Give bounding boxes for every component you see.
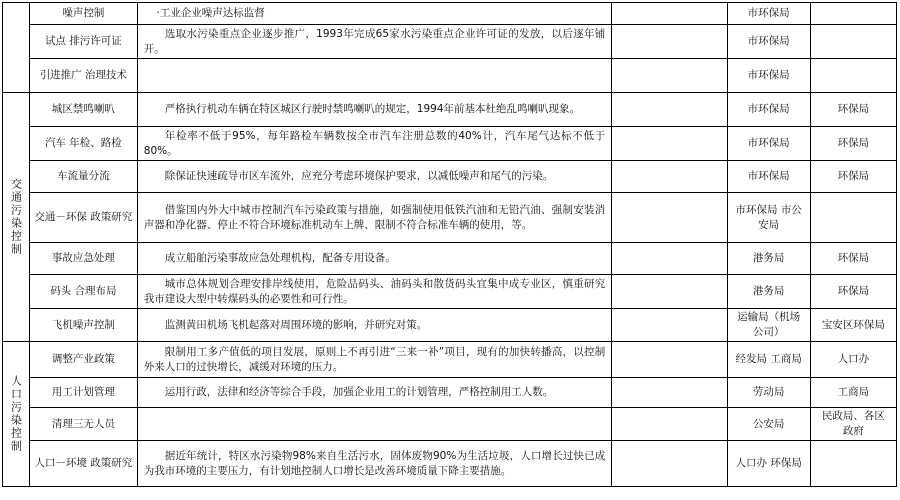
lead-dept-cell: 人口办 环保局 bbox=[727, 441, 810, 487]
table-row bbox=[3, 275, 897, 309]
spacer-cell bbox=[612, 161, 727, 193]
lead-dept-cell: 市环保局 市公安局 bbox=[727, 193, 810, 243]
lead-dept-cell: 市环保局 bbox=[727, 25, 810, 59]
item-cell: 人口－环境 政策研究 bbox=[29, 441, 137, 487]
item-cell: 事故应急处理 bbox=[29, 243, 137, 275]
item-cell: 用工计划管理 bbox=[29, 378, 137, 408]
description-cell: ·工业企业噪声达标监督 bbox=[137, 3, 611, 25]
table-row bbox=[3, 25, 897, 59]
assist-dept-cell: 环保局 bbox=[810, 243, 896, 275]
table-row bbox=[3, 243, 897, 275]
assist-dept-cell bbox=[810, 59, 896, 93]
assist-dept-cell: 人口办 bbox=[810, 342, 896, 378]
item-cell: 试点 排污许可证 bbox=[29, 25, 137, 59]
table-row bbox=[3, 127, 897, 161]
description-cell: 选取水污染重点企业逐步推广，1993年完成65家水污染重点企业许可证的发放，以后逐年铺开。 bbox=[137, 25, 611, 59]
table-row bbox=[3, 59, 897, 93]
spacer-cell bbox=[612, 193, 727, 243]
item-cell: 调整产业政策 bbox=[29, 342, 137, 378]
lead-dept-cell: 公安局 bbox=[727, 408, 810, 441]
policy-table bbox=[2, 2, 897, 487]
table-row bbox=[3, 378, 897, 408]
description-cell: 成立船舶污染事故应急处理机构，配备专用设备。 bbox=[137, 243, 611, 275]
lead-dept-cell: 市环保局 bbox=[727, 59, 810, 93]
table-row bbox=[3, 441, 897, 487]
item-cell: 车流量分流 bbox=[29, 161, 137, 193]
assist-dept-cell: 环保局 bbox=[810, 93, 896, 127]
spacer-cell bbox=[612, 378, 727, 408]
lead-dept-cell: 经发局 工商局 bbox=[727, 342, 810, 378]
description-cell: 运用行政，法律和经济等综合手段，加强企业用工的计划管理，严格控制用工人数。 bbox=[137, 378, 611, 408]
lead-dept-cell: 劳动局 bbox=[727, 378, 810, 408]
spacer-cell bbox=[612, 93, 727, 127]
lead-dept-cell: 市环保局 bbox=[727, 3, 810, 25]
table-row bbox=[3, 161, 897, 193]
item-cell: 清理三无人员 bbox=[29, 408, 137, 441]
assist-dept-cell: 工商局 bbox=[810, 378, 896, 408]
item-cell: 汽车 年检、路检 bbox=[29, 127, 137, 161]
lead-dept-cell: 市环保局 bbox=[727, 93, 810, 127]
table-row bbox=[3, 93, 897, 127]
spacer-cell bbox=[612, 3, 727, 25]
spacer-cell bbox=[612, 309, 727, 342]
item-cell: 噪声控制 bbox=[29, 3, 137, 25]
assist-dept-cell: 环保局 bbox=[810, 275, 896, 309]
item-cell: 飞机噪声控制 bbox=[29, 309, 137, 342]
assist-dept-cell: 环保局 bbox=[810, 127, 896, 161]
assist-dept-cell bbox=[810, 3, 896, 25]
description-cell: 监测黄田机场飞机起落对周围环境的影响，并研究对策。 bbox=[137, 309, 611, 342]
spacer-cell bbox=[612, 127, 727, 161]
spacer-cell bbox=[612, 59, 727, 93]
table-row bbox=[3, 342, 897, 378]
description-cell: 除保证快速疏导市区车流外，应充分考虑环境保护要求，以减低噪声和尾气的污染。 bbox=[137, 161, 611, 193]
assist-dept-cell bbox=[810, 441, 896, 487]
item-cell: 交通－环保 政策研究 bbox=[29, 193, 137, 243]
table-row bbox=[3, 193, 897, 243]
category-cell: 交通污染控制 bbox=[3, 93, 30, 342]
spacer-cell bbox=[612, 275, 727, 309]
description-cell: 据近年统计，特区水污染物98%来自生活污水，固体废物90%为生活垃圾，人口增长过快已成为我市环境的主要压力，有计划地控制人口增长是改善环境质量下降主要措施。 bbox=[137, 441, 611, 487]
description-cell: 借鉴国内外大中城市控制汽车污染政策与措施，如强制使用低铁汽油和无铅汽油、强制安装消声器和净化器、停止不符合环境标准机动车上牌、限制不符合标准车辆的使用，等。 bbox=[137, 193, 611, 243]
assist-dept-cell: 宝安区环保局 bbox=[810, 309, 896, 342]
description-cell: 限制用工多产值低的项目发展，原则上不再引进“三来一补”项目，现有的加快转播高，以控制外来人口的过快增长，减缓对环境的压力。 bbox=[137, 342, 611, 378]
lead-dept-cell: 港务局 bbox=[727, 243, 810, 275]
lead-dept-cell: 运输局（机场公司） bbox=[727, 309, 810, 342]
category-cell bbox=[3, 3, 30, 93]
description-cell: 城市总体规划合理安排岸线使用，危险品码头、油码头和散货码头宜集中成专业区，慎重研究我市建设大型中转煤码头的必要性和可行性。 bbox=[137, 275, 611, 309]
lead-dept-cell: 市环保局 bbox=[727, 161, 810, 193]
assist-dept-cell: 民政局、各区政府 bbox=[810, 408, 896, 441]
description-cell bbox=[137, 408, 611, 441]
spacer-cell bbox=[612, 408, 727, 441]
table-row bbox=[3, 309, 897, 342]
assist-dept-cell bbox=[810, 193, 896, 243]
item-cell: 码头 合理布局 bbox=[29, 275, 137, 309]
spacer-cell bbox=[612, 25, 727, 59]
assist-dept-cell: 环保局 bbox=[810, 161, 896, 193]
spacer-cell bbox=[612, 243, 727, 275]
table-row bbox=[3, 3, 897, 25]
spacer-cell bbox=[612, 342, 727, 378]
item-cell: 城区禁鸣喇叭 bbox=[29, 93, 137, 127]
spacer-cell bbox=[612, 441, 727, 487]
description-cell: 年检率不低于95%，每年路检车辆数按全市汽车注册总数的40%计，汽车尾气达标不低于80%。 bbox=[137, 127, 611, 161]
lead-dept-cell: 港务局 bbox=[727, 275, 810, 309]
description-cell: 严格执行机动车辆在特区城区行驶时禁鸣喇叭的规定，1994年前基本杜绝乱鸣喇叭现象。 bbox=[137, 93, 611, 127]
lead-dept-cell: 市环保局 bbox=[727, 127, 810, 161]
category-cell: 人口污染控制 bbox=[3, 342, 30, 487]
assist-dept-cell bbox=[810, 25, 896, 59]
item-cell: 引进推广 治理技术 bbox=[29, 59, 137, 93]
table-row bbox=[3, 408, 897, 441]
description-cell bbox=[137, 59, 611, 93]
